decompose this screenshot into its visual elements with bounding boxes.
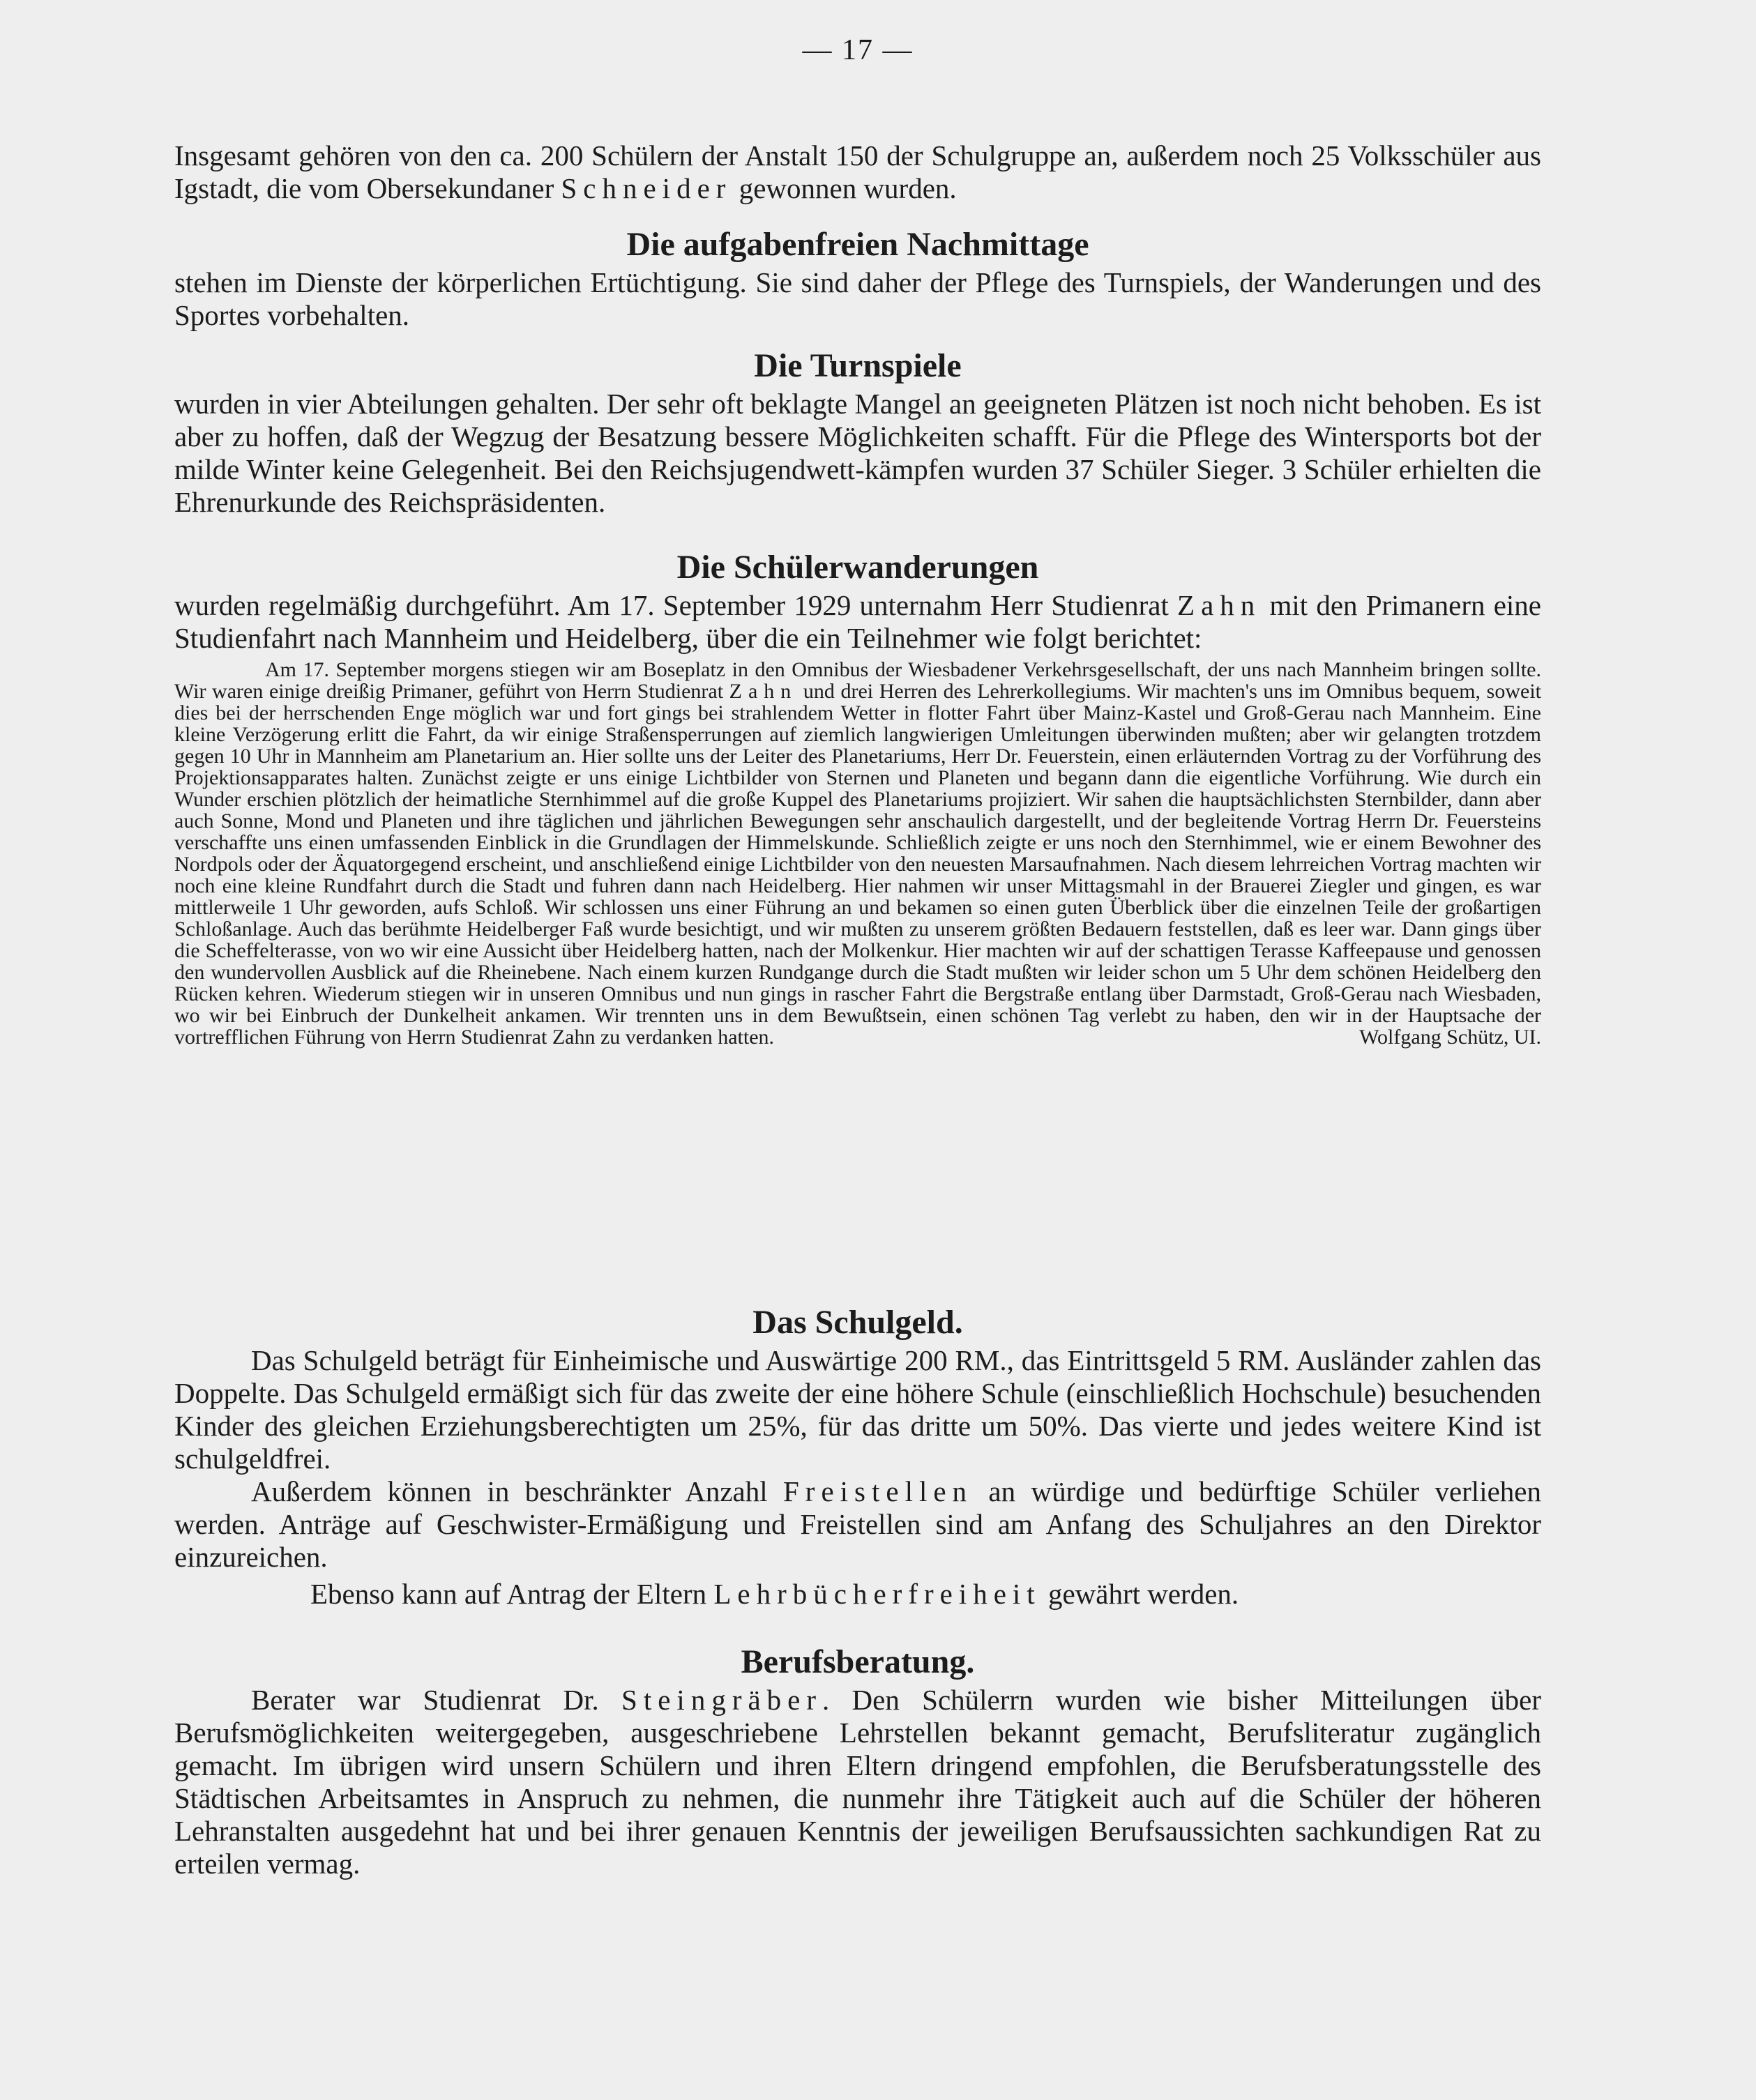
berufsberatung-section — [174, 1641, 1541, 1880]
turnspiele-section — [174, 344, 1541, 519]
nachmittage-section — [174, 223, 1541, 332]
schulgeld-section — [174, 1301, 1541, 1611]
wanderungen-text-b: mit den Primanern eine Studienfahrt nach Mannheim und Heidelberg, über die ein Teilnehmer wie folgt berichtet: — [174, 589, 1541, 654]
intro-text-b: gewonnen wurden. — [732, 172, 957, 204]
wanderungen-section — [174, 546, 1541, 1048]
intro-text-a: Insgesamt gehören von den ca. 200 Schülern der Anstalt 150 der Schulgruppe an, außerdem noch 25 Volksschüler aus Igstadt, die vom Obersekundaner — [174, 139, 1541, 204]
berufsberatung-heading: Berufsberatung. — [741, 1643, 975, 1680]
intro-name: Schneider — [561, 172, 732, 204]
page-number: — 17 — — [802, 34, 914, 66]
turnspiele-paragraph: wurden in vier Abteilungen gehalten. Der sehr oft beklagte Mangel an geeigneten Plätzen ist noch nicht behoben. Es ist aber zu hoffen, daß der Wegzug der Besatzung bessere Möglichkeiten schafft. Für die Pflege des Wintersports bot der milde Winter keine Gelegenheit. Bei den Reichsjugendwett-kämpfen wurden 37 Schüler Sieger. 3 Schüler erhielten die Ehrenurkunde des Reichspräsidenten. — [174, 388, 1541, 518]
schulgeld-paragraph-2 — [174, 1475, 1541, 1574]
schulgeld-p2-text-b: an würdige und bedürftige Schüler verliehen werden. Anträge auf Geschwister-Ermäßigung und Freistellen sind am Anfang des Schuljahres an den Direktor einzureichen. — [174, 1475, 1541, 1573]
wanderungen-heading: Die Schülerwanderungen — [676, 549, 1039, 586]
turnspiele-heading: Die Turnspiele — [754, 347, 962, 384]
schulgeld-heading: Das Schulgeld. — [752, 1304, 963, 1341]
schulgeld-paragraph-3 — [174, 1578, 1541, 1611]
schulgeld-p3-text-a: Ebenso kann auf Antrag der Eltern — [310, 1578, 714, 1610]
wanderungen-paragraph — [174, 589, 1541, 655]
wanderungen-text-a: wurden regelmäßig durchgeführt. Am 17. September 1929 unternahm Herr Studienrat — [174, 589, 1178, 621]
schulgeld-p3-text-b: gewährt werden. — [1040, 1578, 1239, 1610]
nachmittage-paragraph: stehen im Dienste der körperlichen Ertüchtigung. Sie sind daher der Pflege des Turnspiels, der Wanderungen und des Sportes vorbehalten. — [174, 266, 1541, 331]
berufsberatung-name: Steingräber — [621, 1684, 823, 1716]
wanderungen-name: Zahn — [1177, 589, 1262, 621]
report-text-a: Am 17. September morgens stiegen wir am Boseplatz in den Omnibus der Wiesbadener Verkehrsgesellschaft, der uns nach Mannheim bringen sollte. Wir waren einige dreißig Primaner, geführt von Herrn Studienrat — [174, 658, 1541, 703]
report-text-b: und drei Herren des Lehrerkollegiums. Wir machten's uns im Omnibus bequem, soweit dies bei der herrschenden Enge möglich war und fort gings bei strahlendem Wetter in flotter Fahrt über Mainz-Kastel und Groß-Gerau nach Mannheim. Eine kleine Verzögerung erlitt die Fahrt, da wir einige Straßensperrungen auf ziemlich langwierigen Umleitungen überwinden mußten; aber wir gelangten trotzdem gegen 10 Uhr in Mannheim am Planetarium an. Hier sollte uns der Leiter des Planetariums, Herr Dr. Feuerstein, einen erläuternden Vortrag zu der Vorführung des Projektionsapparates halten. Zunächst zeigte er uns einige Lichtbilder von Sternen und Planeten und begann dann die eigentliche Vorführung. Wie durch ein Wunder erschien plötzlich der heimatliche Sternhimmel auf die große Kuppel des Planetariums projiziert. Wir sahen die hauptsächlichsten Sternbilder, dann aber auch Sonne, Mond und Planeten und ihre täglichen und jährlichen Bewegungen sehr anschaulich dargestellt, und der begleitende Vortrag Herrn Dr. Feuersteins verschaffte uns einen umfassenden Einblick in die Grundlagen der Himmelskunde. Schließlich zeigte er uns noch den Sternhimmel, wie er einem Bewohner des Nordpols oder der Äquatorgegend erscheint, und anschließend einige Lichtbilder von den neuesten Marsaufnahmen. Nach diesem lehrreichen Vortrag machten wir noch eine kleine Rundfahrt durch die Stadt und fuhren dann nach Heidelberg. Hier nahmen wir unser Mittagsmahl in der Brauerei Ziegler und gingen, es war mittlerweile 1 Uhr geworden, aufs Schloß. Wir schlossen uns einer Führung an und bekamen so einen guten Überblick über die einzelnen Teile der großartigen Schloßanlage. Auch das berühmte Heidelberger Faß wurde besichtigt, und wir mußten zu unserem größten Bedauern feststellen, daß es leer war. Dann gings über die Scheffelterasse, von wo wir eine Aussicht über Heidelberg hatten, nach der Molkenkur. Hier machten wir auf der schattigen Terasse Kaffeepause und genossen den wundervollen Ausblick auf die Rheinebene. Nach einem kurzen Rundgange durch die Stadt mußten wir leider schon um 5 Uhr dem schönen Heidelberg den Rücken kehren. Wiederum stiegen wir in unseren Omnibus und nun gings in rascher Fahrt die Bergstraße entlang über Darmstadt, Groß-Gerau nach Wiesbaden, wo wir bei Einbruch der Dunkelheit ankamen. Wir trennten uns in dem Bewußtsein, einen schönen Tag verlebt zu haben, den wir in der Hauptsache der vortrefflichen Führung von Herrn Studienrat Zahn zu verdanken hatten. — [174, 680, 1541, 1049]
schulgeld-p2-text-a: Außerdem können in beschränkter Anzahl — [251, 1475, 783, 1507]
schulgeld-paragraph-1: Das Schulgeld beträgt für Einheimische und Auswärtige 200 RM., das Eintrittsgeld 5 RM. Ausländer zahlen das Doppelte. Das Schulgeld ermäßigt sich für das zweite der eine höhere Schule (einschließlich Hochschule) besuchenden Kinder des gleichen Erziehungsberechtigten um 25%, für das dritte um 50%. Das vierte und jedes weitere Kind ist schulgeldfrei. — [174, 1344, 1541, 1475]
berufsberatung-text-b: . Den Schülerrn wurden wie bisher Mitteilungen über Berufsmöglichkeiten weitergegeben, ausgeschriebene Lehrstellen bekannt gemacht, Berufsliteratur zugänglich gemacht. Im übrigen wird unsern Schülern und ihren Eltern dringend empfohlen, die Berufsberatungsstelle des Städtischen Arbeitsamtes in Anspruch zu nehmen, die nunmehr ihre Tätigkeit auch auf die Schüler der höheren Lehranstalten ausgedehnt hat und bei ihrer genauen Kenntnis der jeweiligen Berufsaussichten sachkundigen Rat zu erteilen vermag. — [174, 1684, 1541, 1880]
intro-paragraph — [174, 139, 1541, 205]
nachmittage-heading: Die aufgabenfreien Nachmittage — [626, 226, 1089, 263]
lehrbuecherfreiheit-term: Lehrbücherfreiheit — [713, 1578, 1041, 1610]
intro-section — [174, 139, 1541, 205]
travel-report — [174, 659, 1541, 1048]
report-name: Zahn — [729, 680, 798, 703]
berufsberatung-text-a: Berater war Studienrat Dr. — [251, 1684, 622, 1716]
berufsberatung-paragraph — [174, 1684, 1541, 1880]
report-signature: Wolfgang Schütz, UI. — [1359, 1026, 1541, 1049]
freistellen-term: Freistellen — [782, 1475, 974, 1507]
